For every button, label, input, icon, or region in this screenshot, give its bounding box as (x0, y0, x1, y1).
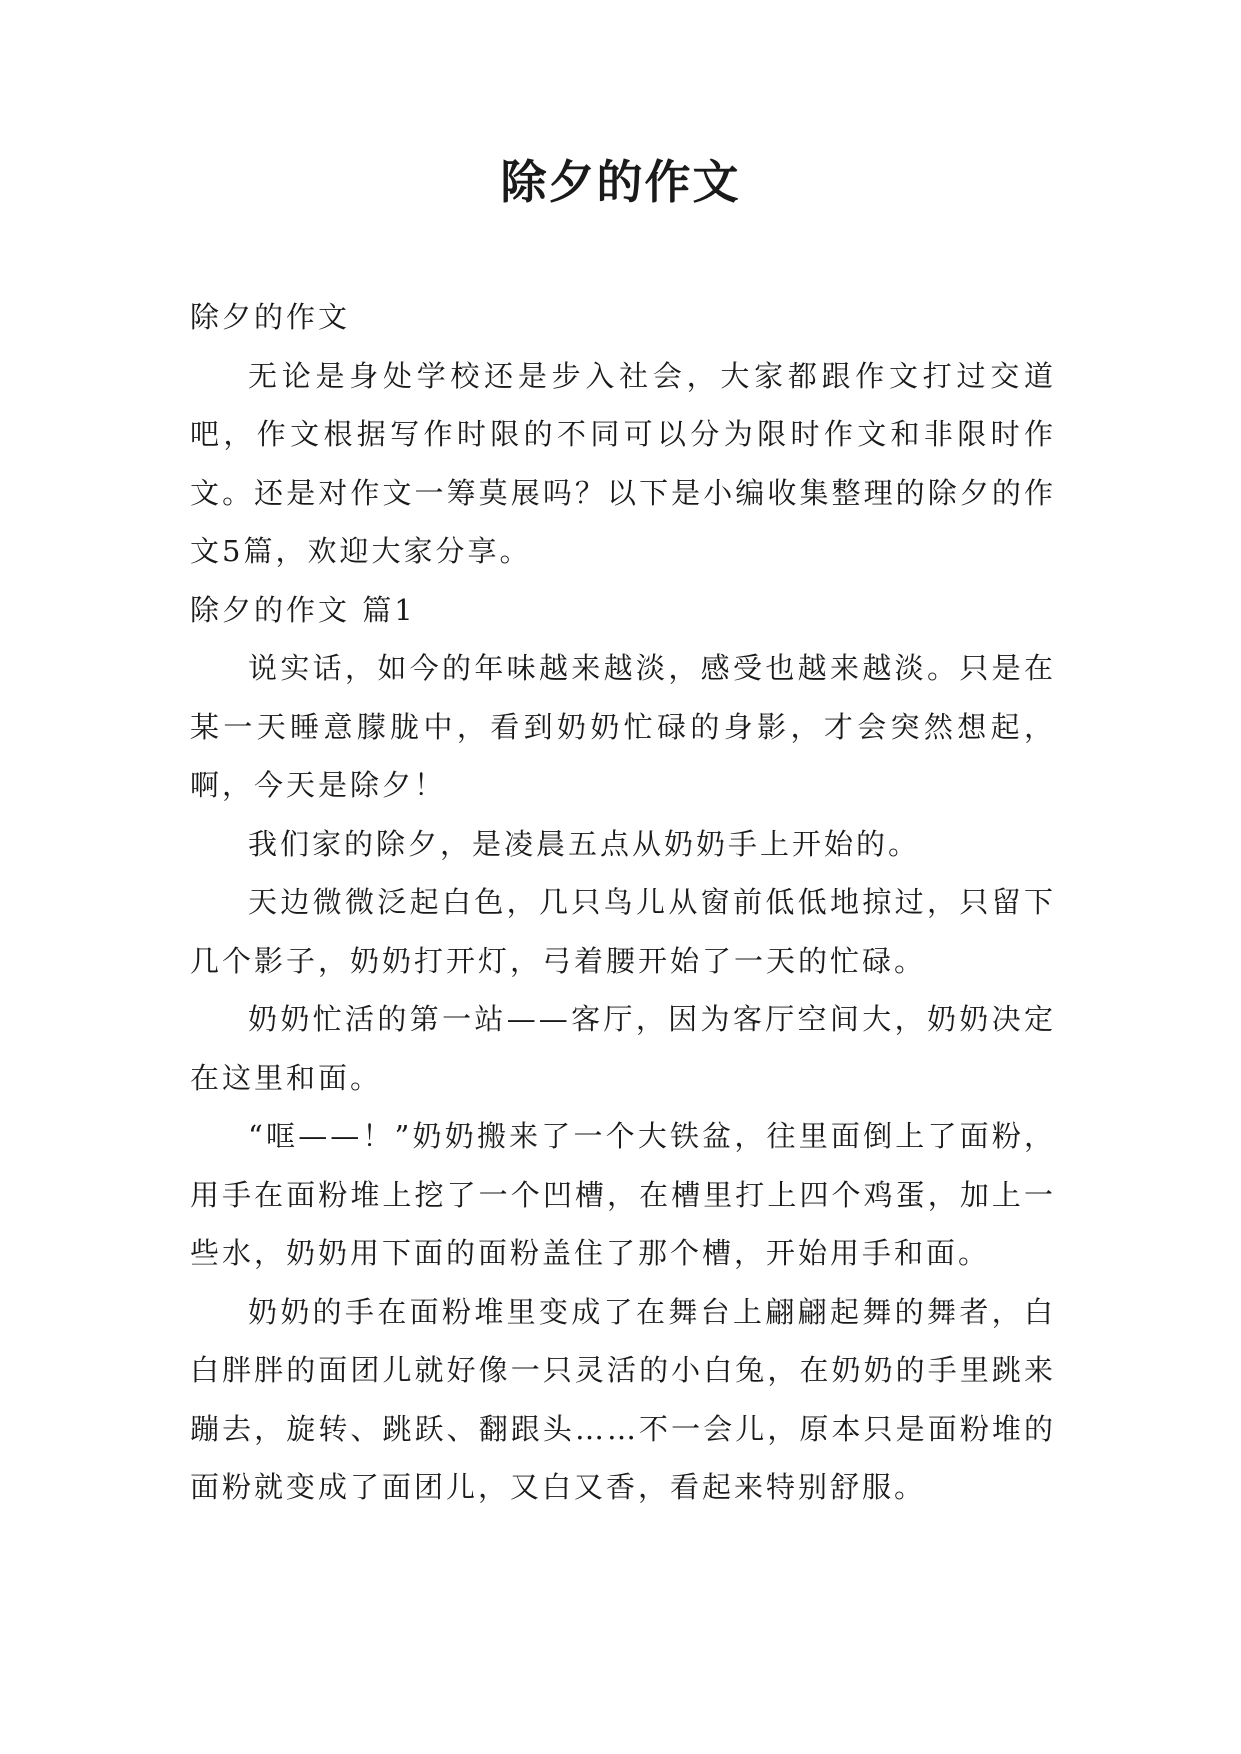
body-paragraph: 奶奶忙活的第一站——客厅，因为客厅空间大，奶奶决定在这里和面。 (190, 1002, 1056, 1095)
section-heading: 除夕的作文 (190, 300, 351, 334)
document-title: 除夕的作文 (500, 155, 741, 209)
body-paragraph: “哐——！”奶奶搬来了一个大铁盆，往里面倒上了面粉，用手在面粉堆上挖了一个凹槽，在槽里打上四个鸡蛋，加上一些水，奶奶用下面的面粉盖住了那个槽，开始用手和面。 (190, 1119, 1056, 1270)
intro-paragraph: 无论是身处学校还是步入社会，大家都跟作文打过交道吧，作文根据写作时限的不同可以分为限时作文和非限时作文。还是对作文一筹莫展吗？以下是小编收集整理的除夕的作文5篇，欢迎大家分享。 (190, 358, 1056, 568)
body-paragraph: 天边微微泛起白色，几只鸟儿从窗前低低地掠过，只留下几个影子，奶奶打开灯，弓着腰开始了一天的忙碌。 (190, 885, 1056, 978)
section-heading: 除夕的作文 篇1 (190, 592, 416, 627)
body-paragraph: 我们家的除夕，是凌晨五点从奶奶手上开始的。 (248, 826, 921, 861)
document-body (190, 288, 1056, 1517)
body-paragraph: 说实话，如今的年味越来越淡，感受也越来越淡。只是在某一天睡意朦胧中，看到奶奶忙碌的身影，才会突然想起，啊，今天是除夕！ (190, 651, 1056, 802)
body-paragraph: 奶奶的手在面粉堆里变成了在舞台上翩翩起舞的舞者，白白胖胖的面团儿就好像一只灵活的小白兔，在奶奶的手里跳来蹦去，旋转、跳跃、翻跟头……不一会儿，原本只是面粉堆的面粉就变成了面团儿，又白又香，看起来特别舒服。 (190, 1294, 1056, 1504)
